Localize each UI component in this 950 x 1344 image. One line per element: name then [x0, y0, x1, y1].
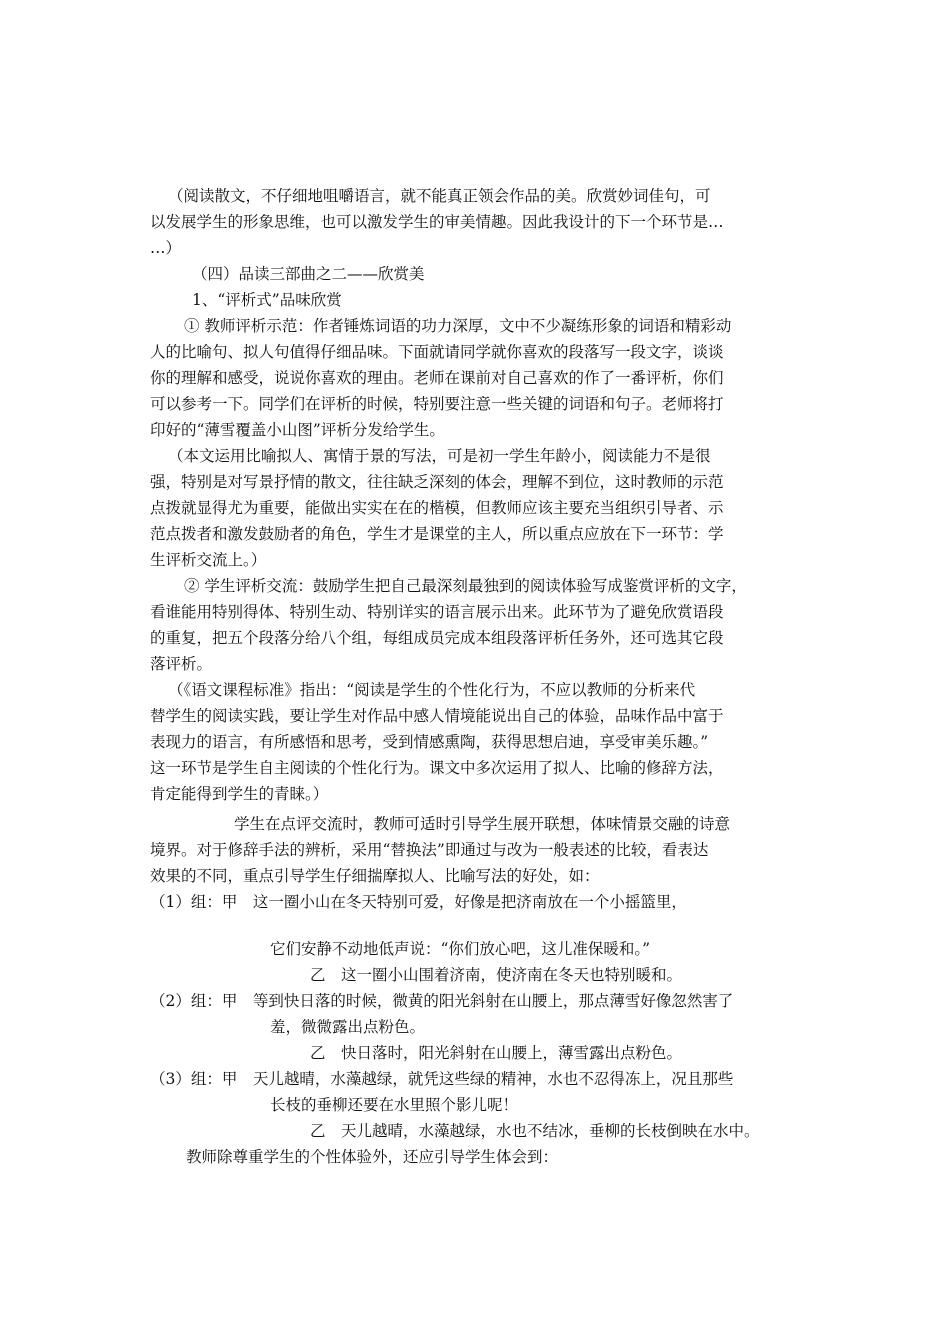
paragraph-line: 可以参考一下。同学们在评析的时候，特别要注意一些关键的词语和句子。老师将打 — [150, 395, 724, 413]
paragraph-line: 落评析。 — [150, 655, 213, 673]
paragraph-line: 人的比喻句、拟人句值得仔细品味。下面就请同学就你喜欢的段落写一段文字，谈谈 — [150, 343, 724, 361]
paragraph-line: 肯定能得到学生的青睐。） — [150, 785, 329, 803]
example-line: 乙 天儿越晴，水藻越绿，水也不结冰，垂柳的长枝倒映在水中。 — [310, 1122, 760, 1140]
paragraph-line: 教师除尊重学生的个性体验外，还应引导学生体会到： — [186, 1148, 559, 1166]
example-line: 它们安静不动地低声说：“你们放心吧，这儿准保暖和。” — [270, 940, 651, 958]
example-line: 乙 快日落时，阳光斜射在山腰上，薄雪露出点粉色。 — [310, 1044, 683, 1062]
paragraph-line: 学生在点评交流时，教师可适时引导学生展开联想，体味情景交融的诗意 — [234, 815, 731, 833]
paragraph-line: 范点拨者和激发鼓励者的角色，学生才是课堂的主人，所以重点应放在下一环节：学 — [150, 525, 724, 543]
example-line: 乙 这一圈小山围着济南，使济南在冬天也特别暖和。 — [310, 966, 683, 984]
example-line: （2）组：甲 等到快日落的时候，微黄的阳光斜射在山腰上，那点薄雪好像忽然害了 — [150, 992, 734, 1010]
paragraph-line: 的重复，把五个段落分给八个组，每组成员完成本组段落评析任务外，还可选其它段 — [150, 629, 724, 647]
paragraph-line: 境界。对于修辞手法的辨析，采用“替换法”即通过与改为一般表述的比较，看表达 — [150, 841, 709, 859]
paragraph-line: （阅读散文，不仔细地咀嚼语言，就不能真正领会作品的美。欣赏妙词佳句，可 — [168, 187, 711, 205]
example-line: （3）组：甲 天儿越晴，水藻越绿，就凭这些绿的精神，水也不忍得冻上，况且那些 — [150, 1070, 734, 1088]
paragraph-line: （《语文课程标准》指出：“阅读是学生的个性化行为，不应以教师的分析来代 — [168, 681, 696, 699]
paragraph-line: 生评析交流上。） — [150, 551, 267, 569]
paragraph-line: 看谁能用特别得体、特别生动、特别详实的语言展示出来。此环节为了避免欣赏语段 — [150, 603, 724, 621]
example-line: 羞，微微露出点粉色。 — [270, 1018, 426, 1036]
paragraph-line: 效果的不同，重点引导学生仔细揣摩拟人、比喻写法的好处，如： — [150, 867, 600, 885]
paragraph-line: 以发展学生的形象思维，也可以激发学生的审美情趣。因此我设计的下一个环节是… — [150, 213, 724, 231]
paragraph-line: 点拨就显得尤为重要，能做出实实在在的楷模，但教师应该主要充当组织引导者、示 — [150, 499, 724, 517]
paragraph-line: 你的理解和感受，说说你喜欢的理由。老师在课前对自己喜欢的作了一番评析，你们 — [150, 369, 724, 387]
paragraph-line: ② 学生评析交流：鼓励学生把自己最深刻最独到的阅读体验写成鉴赏评析的文字， — [184, 577, 747, 595]
paragraph-line: （本文运用比喻拟人、寓情于景的写法，可是初一学生年龄小，阅读能力不是很 — [168, 447, 711, 465]
subsection-heading: 1、“评析式”品味欣赏 — [192, 291, 342, 309]
paragraph-line: 表现力的语言，有所感悟和思考，受到情感熏陶，获得思想启迪，享受审美乐趣。” — [150, 733, 709, 751]
paragraph-line: 替学生的阅读实践，要让学生对作品中感人情境能说出自己的体验，品味作品中富于 — [150, 707, 724, 725]
example-line: （1）组：甲 这一圈小山在冬天特别可爱，好像是把济南放在一个小摇篮里， — [150, 893, 687, 911]
example-line: 长枝的垂柳还要在水里照个影儿呢！ — [270, 1096, 519, 1114]
section-heading: （四）品读三部曲之二——欣赏美 — [192, 265, 425, 283]
paragraph-line: 印好的“薄雪覆盖小山图”评析分发给学生。 — [150, 421, 445, 439]
paragraph-line: 这一环节是学生自主阅读的个性化行为。课文中多次运用了拟人、比喻的修辞方法， — [150, 759, 724, 777]
paragraph-line: …） — [150, 239, 182, 257]
paragraph-line: ① 教师评析示范：作者锤炼词语的功力深厚，文中不少凝练形象的词语和精彩动 — [184, 317, 732, 335]
paragraph-line: 强，特别是对写景抒情的散文，往往缺乏深刻的体会，理解不到位，这时教师的示范 — [150, 473, 724, 491]
